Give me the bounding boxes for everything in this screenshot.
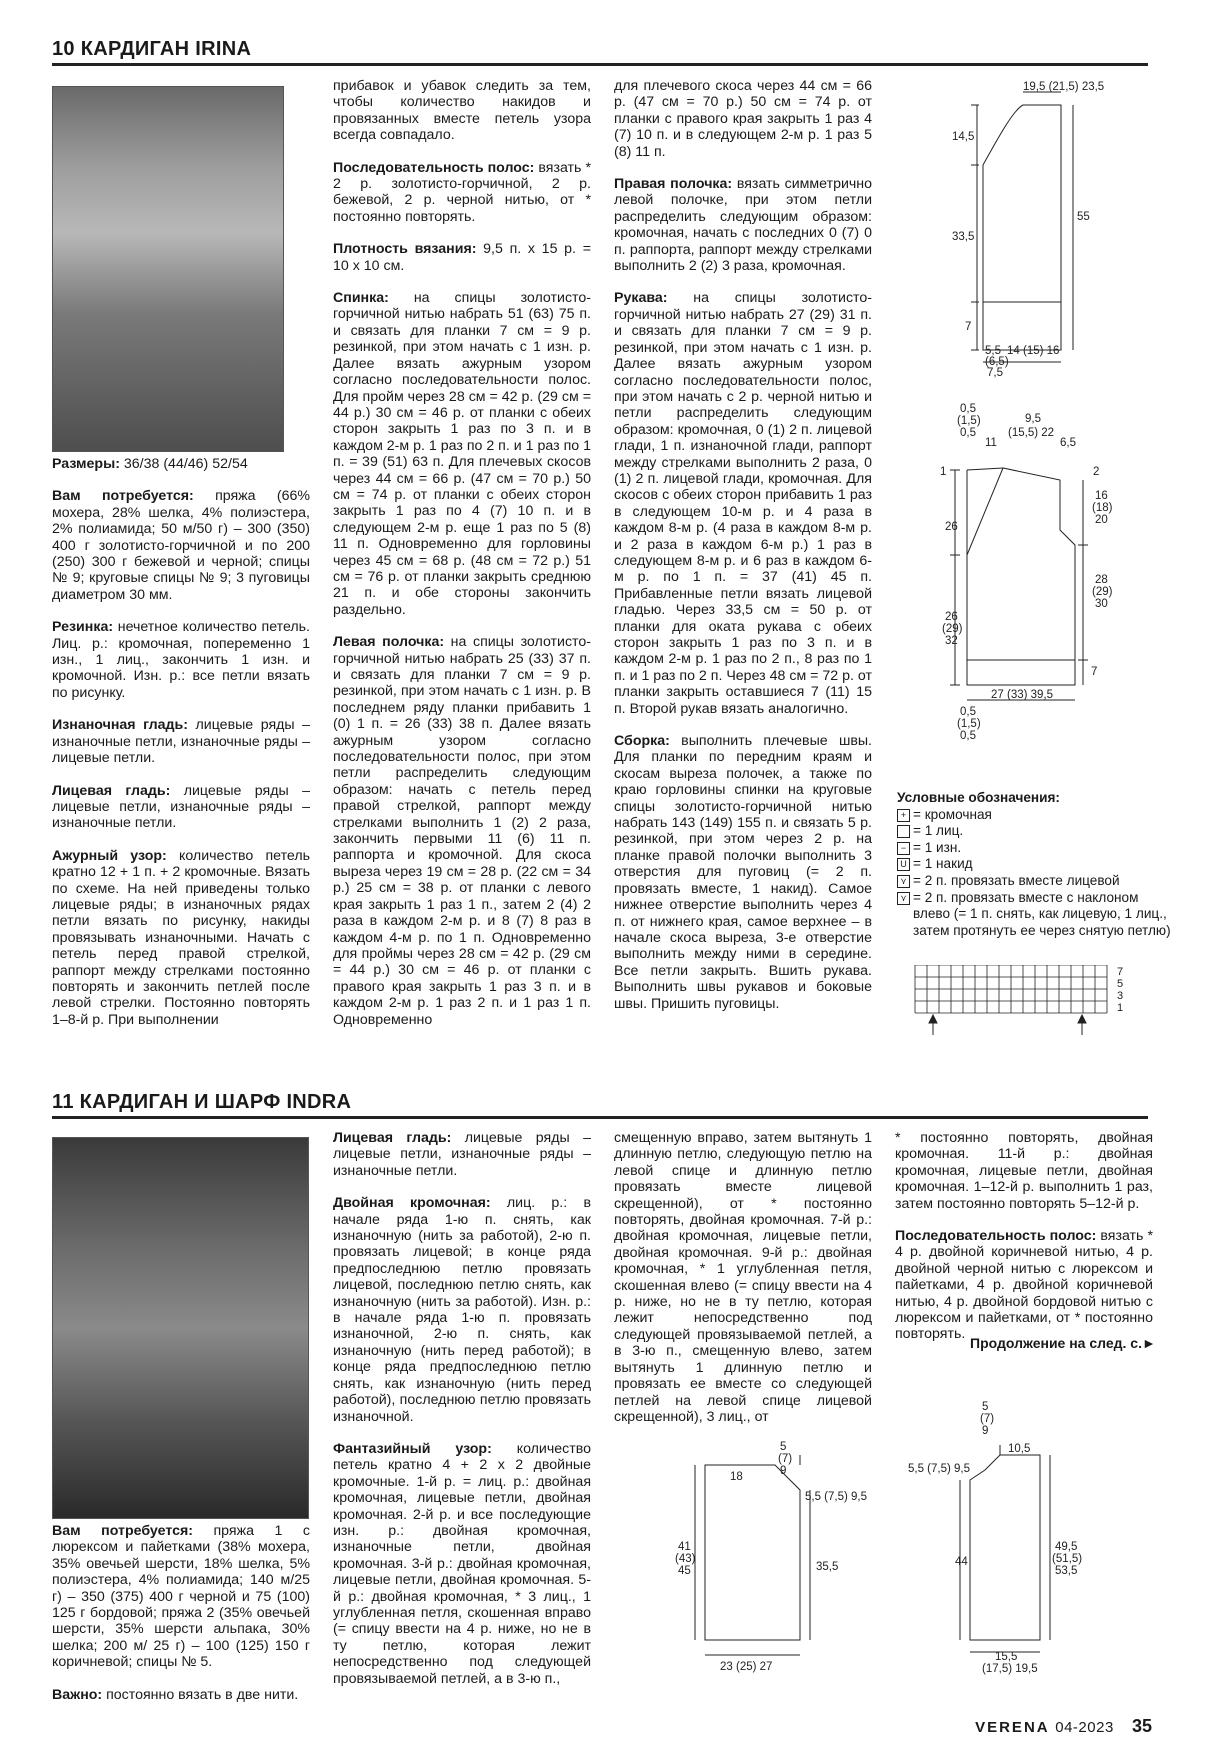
body-label: 0,5 — [960, 706, 976, 718]
back-label: 10,5 — [1008, 1443, 1031, 1455]
photo-cardigan-indra — [52, 1137, 309, 1519]
paragraph-heading: Плотность вязания: — [333, 241, 477, 258]
paragraph — [333, 290, 591, 618]
sleeve-label: (6,5) — [985, 356, 1009, 368]
legend-item — [897, 856, 1177, 873]
body-label: 11 — [985, 437, 997, 449]
back-label: 53,5 — [1055, 1565, 1078, 1577]
legend-text: = 2 п. провязать вместе с наклоном влево (= 1 п. снять, как лицевую, 1 лиц., затем протянуть ее через снятую петлю) — [913, 889, 1171, 938]
paragraph — [52, 1523, 310, 1671]
paragraph-text: вязать * 2 р. золотисто-горчичной, 2 р. бежевой, 2 р. черной нитью, от * постоянно повторять. — [333, 159, 591, 225]
paragraph-heading: Ажурный узор: — [52, 847, 167, 864]
paragraph — [614, 733, 872, 1012]
front-label: (43) — [675, 1553, 696, 1565]
back-label: 9 — [982, 1425, 989, 1437]
legend-item — [897, 890, 1177, 940]
paragraph — [333, 1130, 591, 1179]
body-label: 28 — [1095, 574, 1108, 586]
body-label: (18) — [1092, 502, 1113, 514]
chart-row-label: 5 — [1117, 978, 1124, 990]
body-label: 0,5 — [960, 403, 976, 415]
legend — [897, 790, 1177, 939]
legend-text: = 1 изн. — [913, 839, 962, 855]
body-label: (29) — [942, 623, 963, 635]
body-label: 7 — [1091, 666, 1098, 678]
legend-item — [897, 873, 1177, 890]
body-label: 2 — [1093, 466, 1100, 478]
chart-row-label: 7 — [1117, 966, 1124, 978]
section-rule — [52, 63, 1148, 66]
body-label: 1 — [940, 466, 947, 478]
paragraph — [52, 456, 310, 472]
front-label: 5 — [780, 1441, 787, 1453]
body-label: 26 — [945, 521, 958, 533]
back-schematic — [900, 1390, 1140, 1680]
legend-symbol-icon: U — [897, 858, 910, 871]
text-column-2 — [333, 1130, 591, 1703]
paragraph-text: вязать * 4 р. двойной коричневой нитью, 4 р. двойной черной нитью с люрексом и пайетками, 4 р. двойной коричневой нитью, 4 р. двойной бордовой нитью с люрексом и пайетками, от * постоянно повторять. — [895, 1228, 1153, 1343]
sleeve-label: 7 — [965, 321, 972, 333]
body-label: (1,5) — [957, 718, 981, 730]
body-label: 9,5 — [1025, 413, 1041, 425]
paragraph-heading: Последовательность полос: — [895, 1228, 1097, 1245]
sleeve-label: 7,5 — [987, 367, 1003, 379]
paragraph-text: на спицы золотисто-горчичной нитью набрать 25 (33) 37 п. и связать для планки 7 см = 9 р. резинкой, при этом начать с 1 изн. р. В последнем ряду планки прибавить 1 (0) 1 п. = 26 (33) 38 п. Далее вязать ажурным узором согласно последовательности полос, при этом петли распределить следующим образом: начать с петель перед правой стрелкой, раппорт между стрелками выполнить 1 (2) 2 раза, закончить первыми 11 (6) 11 п. раппорта и кромочной. Для скоса выреза через 19 см = 28 р. (22 см = 34 р.) 25 см = 38 р. от планки с левого края закрыть 1 раз 1 п., затем 2 (4) 2 раза в каждом 2-м р. и 8 (7) 8 раз в каждом 4-м р. по 1 п. Одновременно для проймы через 28 см = 42 р. (29 см = 44 р.) 30 см = 46 р. от планки с правого края закрыть 1 раз 3 п. и в каждом 2-м р. 1 раз 2 п. и 1 раз 1 п. Одновременно — [333, 634, 591, 1028]
chart-row-label: 3 — [1117, 990, 1124, 1002]
text-column-4 — [895, 1130, 1153, 1359]
paragraph-text: лицевые ряды – лицевые петли, изнаночные ряды – изнаночные петли. — [333, 1130, 591, 1179]
sleeve-label: 14 (15) 16 — [1007, 345, 1060, 357]
legend-text: = 1 лиц. — [913, 823, 964, 839]
text-column-1 — [52, 456, 310, 1044]
text-column-1 — [52, 1523, 310, 1719]
body-label: 20 — [1095, 514, 1108, 526]
paragraph-text: лицевые ряды – изнаночные петли, изнаночные ряды – лицевые петли. — [52, 717, 311, 767]
paragraph — [333, 160, 591, 226]
paragraph-text: лицевые ряды – лицевые петли, изнаночные ряды – изнаночные петли. — [52, 782, 310, 832]
legend-text: = кромочная — [913, 806, 992, 822]
paragraph-heading: Двойная кромочная: — [333, 1195, 491, 1212]
front-schematic — [660, 1440, 900, 1680]
back-label: 5,5 (7,5) 9,5 — [908, 1463, 971, 1475]
paragraph-text: выполнить плечевые швы. Для планки по передним краям и скосам выреза полочек, а также по краю горловины спинки на круговые спицы золотисто-горчичной нитью набрать 143 (149) 155 п. и связать 5 р. резинкой, при этом через 2 р. на планке правой полочки выполнить 3 отверстия для пуговиц (= 2 п. провязать вместе, 1 накид). Самое нижнее отверстие выполнить через 4 п. от нижнего края, самое верхнее – в начале скоса выреза, 3-е отверстие выполнить между ними в середине. Все петли закрыть. Вшить рукава. Выполнить швы рукавов и боковые швы. Пришить пуговицы. — [614, 733, 872, 1012]
paragraph-text: пряжа 1 с люрексом и пайетками (38% мохера, 35% овечьей шерсти, 18% шелка, 5% полиэстера, 4% полиамида; 140 м/25 г) – 350 (375) 400 г черной и 75 (100) 125 г бордовой; пряжа 2 (35% овечьей шерсти, 35% шерсти альпака, 30% шелка; 200 м/ 25 г) – 100 (125) 150 г коричневой; спицы № 5. — [52, 1523, 310, 1671]
legend-symbol-icon: − — [897, 842, 910, 855]
paragraph-text: на спицы золотисто-горчичной нитью набрать 27 (29) 31 п. и связать для планки 7 см = 9 р. резинкой, при этом начать с 1 изн. р. Далее вязать ажурным узором согласно последовательности полос, при этом начать с 2 р. черной нитью и петли распределить следующим образом: кромочная, 0 (1) 2 п. лицевой глади, 1 п. изнаночной глади, раппорт между стрелками выполнить 2 раза, 0 (1) 2 п. лицевой глади, кромочная. Для скосов с обеих сторон прибавить 1 раз в следующем 10-м р. и 4 раза в каждом 8-м р. (4 раза в каждом 8-м р. и 2 раза в каждом 6-м р.) 1 раз в следующем 8-м р. и 6 раз в каждом 6-м р. по 1 п. = 37 (41) 45 п. Прибавленные петли вязать лицевой гладью. Через 33,5 см = 50 р. от планки для оката рукава с обеих сторон закрыть 1 раз по 3 п. и в каждом 2-м р. 1 раз по 2 п., 8 раз по 1 п. и 1 раз по 2 п. Через 48 см = 72 р. от планки закрыть оставшиеся 7 (11) 15 п. Второй рукав вязать аналогично. — [614, 290, 872, 717]
legend-symbol-icon: + — [897, 809, 910, 822]
paragraph-text: * постоянно повторять, двойная кромочная. 11-й р.: двойная кромочная, лицевые петли, двойная кромочная. 1–12-й р. выполнить 1 раз, затем постоянно повторять 5–12-й р. — [895, 1130, 1153, 1212]
paragraph — [614, 1130, 872, 1425]
front-label: 35,5 — [816, 1561, 839, 1573]
paragraph-heading: Последовательность полос: — [333, 159, 535, 176]
back-label: 5 — [982, 1401, 989, 1413]
paragraph — [333, 1195, 591, 1425]
chart-row-label: 1 — [1117, 1002, 1124, 1014]
paragraph-heading: Изнаночная гладь: — [52, 717, 188, 734]
legend-symbol-icon: ⋎ — [897, 875, 910, 888]
paragraph-text: нечетное количество петель. Лиц. р.: кромочная, попеременно 1 изн., 1 лиц., закончить 1 изн. и кромочной. Изн. р.: все петли вязать по рисунку. — [52, 619, 310, 701]
legend-symbol-icon: ⋎ — [897, 892, 910, 905]
page-number: 35 — [1131, 1716, 1152, 1736]
section-title-irina: 10 КАРДИГАН IRINA — [52, 38, 252, 60]
back-label: (51,5) — [1052, 1553, 1083, 1565]
paragraph — [52, 488, 310, 603]
back-label: (17,5) 19,5 — [982, 1663, 1038, 1675]
paragraph-heading: Спинка: — [333, 290, 389, 307]
sleeve-label: 33,5 — [952, 231, 975, 243]
photo-cardigan-irina — [52, 86, 284, 452]
text-column-3 — [614, 78, 872, 1028]
section-title-indra: 11 КАРДИГАН И ШАРФ INDRA — [52, 1091, 352, 1113]
legend-item — [897, 840, 1177, 857]
body-label: 0,5 — [960, 427, 976, 439]
sleeve-label: 5,5 — [985, 345, 1001, 357]
paragraph-heading: Размеры: — [52, 456, 120, 472]
paragraph-text: вязать симметрично левой полочке, при этом петли распределить следующим образом: кромочная, начать с последних 0 (7) 0 п. раппорта, раппорт между стрелками выполнить 2 (2) 3 раза, кромочная. — [614, 176, 873, 275]
paragraph-heading: Правая полочка: — [614, 176, 733, 193]
paragraph-text: 36/38 (44/46) 52/54 — [119, 456, 248, 472]
legend-symbol-icon — [897, 825, 910, 838]
paragraph — [333, 634, 591, 1028]
paragraph-heading: Левая полочка: — [333, 634, 445, 651]
legend-item — [897, 823, 1177, 840]
knitting-chart — [905, 965, 1130, 1040]
front-label: 18 — [730, 1471, 743, 1483]
body-label: (15,5) 22 — [1008, 427, 1055, 439]
back-label: 44 — [955, 1556, 968, 1568]
paragraph-heading: Лицевая гладь: — [333, 1130, 452, 1146]
front-label: 23 (25) 27 — [720, 1661, 773, 1673]
back-label: 15,5 — [995, 1651, 1018, 1663]
paragraph — [895, 1228, 1153, 1343]
front-label: 41 — [678, 1541, 691, 1553]
continue-note: Продолжение на след. с.► — [970, 1335, 1156, 1351]
paragraph-text: на спицы золотисто-горчичной нитью набрать 51 (63) 75 п. и связать для планки 7 см = 9 р. резинкой, при этом начать с 1 изн. р. Далее вязать ажурным узором согласно последовательности полос. Для пройм через 28 см = 42 р. (29 см = 44 р.) 30 см = 46 р. от планки с обеих сторон закрыть 1 раз по 3 п. и в каждом 2-м р. 1 раз по 2 п. и 1 раз по 1 п. = 39 (51) 63 п. Для плечевых скосов через 44 см = 66 р. (47 см = 70 р.) 50 см = 74 р. от планки с обеих сторон закрыть 1 раз по 4 (7) 10 п. и в следующем 2-м р. еще 1 раз по 5 (8) 11 п. Одновременно для горловины через 45 см = 68 р. (48 см = 72 р.) 51 см = 76 р. от планки закрыть среднюю 21 п. и обе стороны закончить раздельно. — [333, 290, 591, 618]
paragraph — [333, 78, 591, 144]
paragraph — [614, 78, 872, 160]
paragraph — [52, 717, 310, 766]
paragraph — [52, 619, 310, 701]
paragraph — [52, 1687, 310, 1703]
sleeve-label: 14,5 — [952, 131, 975, 143]
paragraph-text: количество петель кратно 4 + 2 х 2 двойные кромочные. 1-й р. = лиц. р.: двойная кромочная, лицевые петли, двойная кромочная. 2-й р. и все последующие изн. р.: двойная кромочная, изнаночные петли, двойная кромочная. 3-й р.: двойная кромочная, лицевые петли, двойная кромочная. 5-й р.: двойная кромочная, * 3 лиц., 1 углубленная петля, скошенная вправо (= спицу ввести на 4 р. ниже, но не в ту петлю, которая лежит непосредственно под следующей провязываемой петлей, а в 3-ю п., — [333, 1440, 591, 1687]
body-label: 6,5 — [1060, 437, 1076, 449]
body-label: 32 — [945, 635, 958, 647]
body-label: 26 — [945, 611, 958, 623]
legend-text: = 2 п. провязать вместе лицевой — [913, 872, 1120, 888]
paragraph-heading: Сборка: — [614, 733, 670, 750]
paragraph-heading: Лицевая гладь: — [52, 782, 171, 799]
paragraph — [895, 1130, 1153, 1212]
paragraph — [52, 783, 310, 832]
page-footer — [975, 1716, 1152, 1737]
paragraph-heading: Фантазийный узор: — [333, 1440, 492, 1457]
back-label: (7) — [980, 1413, 995, 1425]
paragraph — [614, 290, 872, 717]
paragraph-heading: Важно: — [52, 1686, 103, 1703]
paragraph-text: количество петель кратно 12 + 1 п. + 2 кромочные. Вязать по схеме. На ней приведены только лицевые ряды; в изнаночных рядах петли вязать по рисунку, накиды провязывать изнаночными. Начать с петель перед правой стрелкой, раппорт между стрелками постоянно повторять и закончить петлей после левой стрелки. Постоянно повторять 1–8-й р. При выполнении — [52, 847, 311, 1028]
paragraph — [614, 176, 872, 274]
body-label: 0,5 — [960, 730, 976, 742]
legend-text: = 1 накид — [913, 856, 973, 872]
paragraph-text: пряжа (66% мохера, 28% шелка, 4% полиэстера, 2% полиамида; 50 м/50 г) – 300 (350) 400 г золотисто-горчичной и по 200 (250) 300 г бежевой и черной; спицы № 9; круговые спицы № 9; 3 пуговицы диаметром 30 мм. — [52, 488, 310, 603]
back-label: 49,5 — [1055, 1541, 1078, 1553]
body-label: (29) — [1092, 586, 1113, 598]
paragraph-heading: Вам потребуется: — [52, 1523, 193, 1539]
body-schematic — [895, 400, 1135, 745]
paragraph-heading: Вам потребуется: — [52, 488, 194, 505]
paragraph-text: смещенную вправо, затем вытянуть 1 длинную петлю, следующую петлю на левой спице и длинную петлю провязать вместе лицевой скрещенной), от * постоянно повторять, двойная кромочная. 7-й р.: двойная кромочная, лицевые петли, двойная кромочная. 9-й р.: двойная кромочная, * 1 углубленная петля, скошенная влево (= спицу ввести на 4 р. ниже, но не в ту петлю, которая лежит непосредственно под следующей провязываемой петлей, а в 3-ю п., смещенную влево, затем вытянуть 1 длинную петлю и провязать ее вместе со следующей петлей на левой спице лицевой скрещенной), 3 лиц., от — [614, 1130, 872, 1425]
body-label: 27 (33) 39,5 — [991, 689, 1054, 701]
footer-issue: 04-2023 — [1055, 1719, 1114, 1736]
paragraph-text: постоянно вязать в две нити. — [102, 1686, 299, 1703]
front-label: 9 — [780, 1465, 787, 1477]
section-rule — [52, 1116, 1148, 1119]
front-label: 5,5 (7,5) 9,5 — [805, 1491, 868, 1503]
paragraph-heading: Резинка: — [52, 619, 114, 636]
front-label: (7) — [778, 1453, 793, 1465]
footer-brand: VERENA — [975, 1719, 1050, 1736]
paragraph — [52, 848, 310, 1028]
legend-title: Условные обозначения: — [897, 790, 1060, 805]
paragraph-text: 9,5 п. х 15 р. = 10 х 10 см. — [333, 241, 591, 274]
paragraph — [333, 1441, 591, 1687]
paragraph-text: для плечевого скоса через 44 см = 66 р. (47 см = 70 р.) 50 см = 74 р. от планки с правого края закрыть 1 раз 4 (7) 10 п. и в следующем 2-м р. 1 раз 5 (8) 11 п. — [614, 78, 872, 160]
paragraph — [333, 241, 591, 274]
legend-item — [897, 807, 1177, 824]
sleeve-label: 55 — [1077, 211, 1090, 223]
text-column-2 — [333, 78, 591, 1044]
sleeve-label: 19,5 (21,5) 23,5 — [1023, 81, 1105, 93]
paragraph-text: прибавок и убавок следить за тем, чтобы количество накидов и провязанных вместе петель узора всегда совпадало. — [333, 78, 591, 144]
paragraph-heading: Рукава: — [614, 290, 668, 307]
paragraph-text: лиц. р.: в начале ряда 1-ю п. снять, как изнаночную (нить за работой), 2-ю п. провязать лицевой; в конце ряда предпоследнюю петлю провязать лицевой, последнюю петлю снять, как изнаночную (нить за работой). Изн. р.: в начале ряда 1-ю п. провязать изнаночной, 2-ю п. снять, как изнаночную (нить перед работой); в конце ряда предпоследнюю петлю снять, как изнаночную (нить перед работой), последнюю петлю провязать изнаночной. — [333, 1195, 591, 1425]
body-label: 30 — [1095, 598, 1108, 610]
sleeve-schematic — [905, 80, 1135, 390]
front-label: 45 — [678, 1565, 691, 1577]
text-column-3 — [614, 1130, 872, 1441]
body-label: (1,5) — [957, 415, 981, 427]
body-label: 16 — [1095, 490, 1108, 502]
